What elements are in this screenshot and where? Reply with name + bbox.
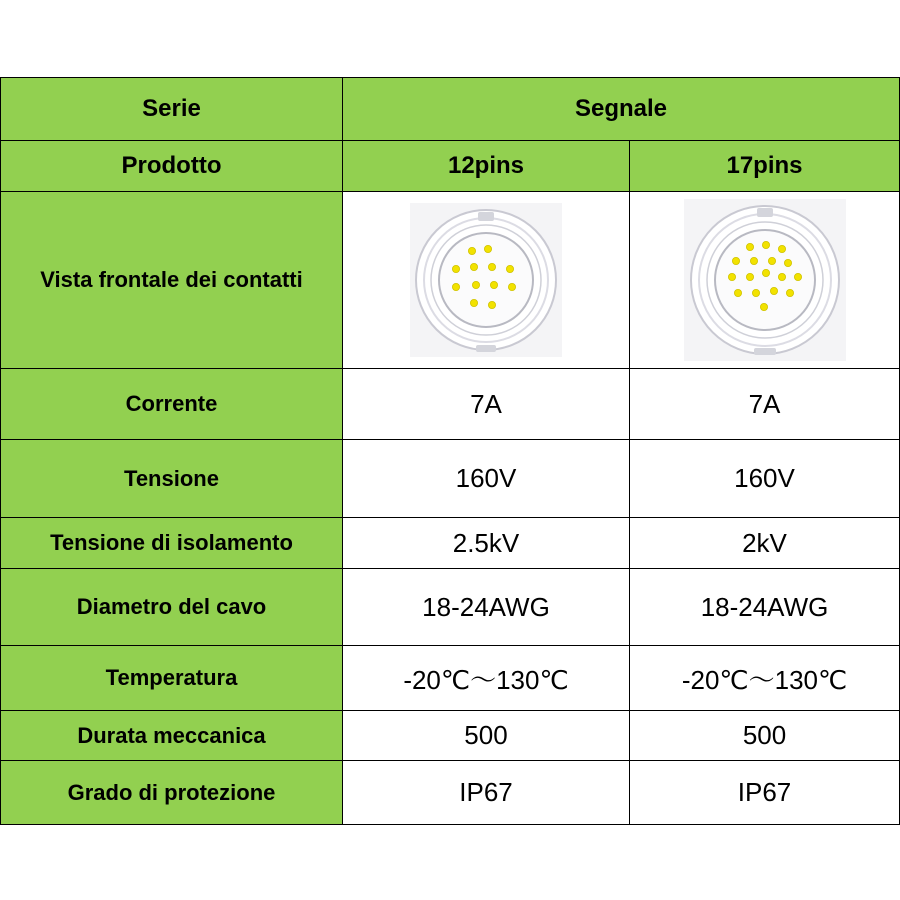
contact-pin [470,299,477,306]
contact-pin [768,257,775,264]
tensione-isolamento-label: Tensione di isolamento [1,518,343,569]
contact-pin [732,257,739,264]
contact-pin [488,263,495,270]
contact-pin [770,287,777,294]
grado-protezione-12pins: IP67 [343,761,630,825]
contact-pin [484,245,491,252]
contact-pin [746,273,753,280]
contact-pin [734,289,741,296]
contact-pin [762,241,769,248]
contact-pin [728,273,735,280]
contact-pin [750,257,757,264]
grado-protezione-label: Grado di protezione [1,761,343,825]
row-grado-protezione [1,761,900,825]
tensione-label: Tensione [1,440,343,518]
corrente-17pins: 7A [630,369,900,440]
durata-meccanica-label: Durata meccanica [1,711,343,761]
contact-pin [506,265,513,272]
contact-pin [784,259,791,266]
grado-protezione-17pins: IP67 [630,761,900,825]
contact-pin [490,281,497,288]
tensione-isolamento-12pins: 2.5kV [343,518,630,569]
contact-pin [762,269,769,276]
row-serie [1,78,900,141]
vista-frontale-label: Vista frontale dei contatti [1,192,343,369]
product-12pins: 12pins [343,141,630,192]
contact-pin [752,289,759,296]
connector-12-pin-image [410,203,562,357]
durata-meccanica-12pins: 500 [343,711,630,761]
row-durata-meccanica [1,711,900,761]
row-vista-frontale [1,192,900,369]
serie-label: Serie [1,78,343,141]
spec-table [0,77,900,825]
contact-pin [452,265,459,272]
corrente-label: Corrente [1,369,343,440]
corrente-12pins: 7A [343,369,630,440]
row-diametro-cavo [1,569,900,646]
temperatura-17pins: -20℃～130℃ [630,646,900,711]
diametro-cavo-12pins: 18-24AWG [343,569,630,646]
tensione-12pins: 160V [343,440,630,518]
contact-pin [470,263,477,270]
contact-pin [794,273,801,280]
diametro-cavo-17pins: 18-24AWG [630,569,900,646]
contact-pin [760,303,767,310]
contact-pin [778,273,785,280]
temperatura-12pins: -20℃～130℃ [343,646,630,711]
row-tensione-isolamento [1,518,900,569]
contact-pin [488,301,495,308]
diametro-cavo-label: Diametro del cavo [1,569,343,646]
row-tensione [1,440,900,518]
product-17pins: 17pins [630,141,900,192]
connector-12pins-cell [343,192,630,369]
row-temperatura [1,646,900,711]
contact-pin [746,243,753,250]
tensione-17pins: 160V [630,440,900,518]
contact-pin [472,281,479,288]
contact-pin [786,289,793,296]
row-corrente [1,369,900,440]
connector-17-pin-image [684,199,846,361]
temperatura-label: Temperatura [1,646,343,711]
contact-pin [778,245,785,252]
contact-pin [508,283,515,290]
tensione-isolamento-17pins: 2kV [630,518,900,569]
connector-17pins-cell [630,192,900,369]
prodotto-label: Prodotto [1,141,343,192]
contact-pin [468,247,475,254]
serie-value: Segnale [343,78,900,141]
row-prodotto [1,141,900,192]
durata-meccanica-17pins: 500 [630,711,900,761]
contact-pin [452,283,459,290]
